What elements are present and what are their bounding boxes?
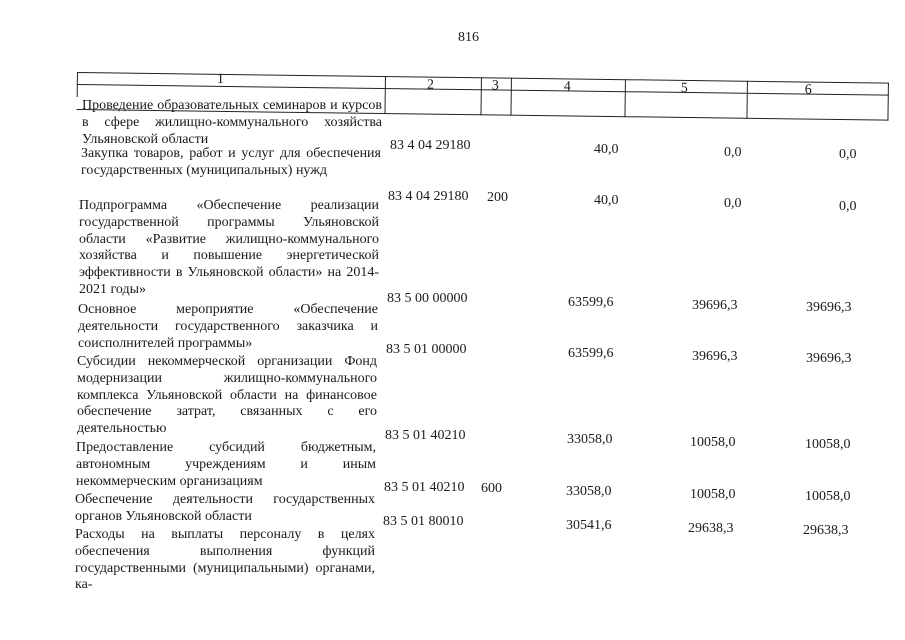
- row-code: 83 5 01 00000: [386, 342, 467, 357]
- row-col4: 63599,6: [568, 346, 614, 361]
- row-col5: 10058,0: [690, 435, 736, 450]
- row-col4: 30541,6: [566, 518, 612, 533]
- row-col4: 40,0: [594, 193, 619, 208]
- row-col5: 39696,3: [692, 298, 738, 313]
- row-code: 83 4 04 29180: [390, 138, 471, 153]
- row-col6: 39696,3: [806, 300, 852, 315]
- row-description: Обеспечение деятельности государственных органов Ульяновской области: [75, 492, 375, 524]
- row-col6: 29638,3: [803, 523, 849, 538]
- row-col6: 10058,0: [805, 437, 851, 452]
- row-code: 83 5 01 40210: [384, 480, 465, 495]
- row-code: 83 5 01 40210: [385, 428, 466, 443]
- row-code: 83 5 01 80010: [383, 514, 464, 529]
- row-description: Расходы на выплаты персоналу в целях обеспечения выполнения функций государственными (муниципальными) органами, ка-: [75, 527, 375, 593]
- header-col-6: 6: [804, 82, 812, 98]
- row-description: Проведение образовательных семинаров и курсов в сфере жилищно-коммунального хозяйства Ульяновской области: [82, 98, 382, 147]
- header-col-4: 4: [563, 79, 571, 95]
- row-col5: 0,0: [724, 196, 742, 211]
- row-col4: 33058,0: [567, 432, 613, 447]
- row-col6: 39696,3: [806, 351, 852, 366]
- row-col6: 0,0: [839, 147, 857, 162]
- page-number: 816: [458, 30, 479, 45]
- row-col4: 63599,6: [568, 295, 614, 310]
- header-col-3: 3: [491, 78, 499, 94]
- row-col6: 0,0: [839, 199, 857, 214]
- row-col5: 0,0: [724, 145, 742, 160]
- row-col4: 33058,0: [566, 484, 612, 499]
- row-col5: 39696,3: [692, 349, 738, 364]
- row-code: 83 4 04 29180: [388, 189, 469, 204]
- row-col5: 10058,0: [690, 487, 736, 502]
- row-description: Подпрограмма «Обеспечение реализации государственной программы Ульяновской области «Развитие жилищно-коммунального хозяйства и повышение энергетической эффективности в Ульяновской области» на 2014-2021 годы»: [79, 198, 379, 297]
- row-type: 600: [481, 481, 502, 496]
- row-code: 83 5 00 00000: [387, 291, 468, 306]
- row-description: Предоставление субсидий бюджетным, автономным учреждениям и иным некоммерческим организациям: [76, 440, 376, 489]
- row-col5: 29638,3: [688, 521, 734, 536]
- row-description: Основное мероприятие «Обеспечение деятельности государственного заказчика и соисполнителей программы»: [78, 302, 378, 351]
- row-type: 200: [487, 190, 508, 205]
- row-col4: 40,0: [594, 142, 619, 157]
- row-description: Субсидии некоммерческой организации Фонд модернизации жилищно-коммунального комплекса Ульяновской области на финансовое обеспечение затрат, связанных с его деятельностью: [77, 354, 377, 437]
- header-col-1: 1: [216, 71, 225, 87]
- header-col-2: 2: [426, 77, 434, 93]
- header-col-5: 5: [680, 80, 688, 96]
- row-col6: 10058,0: [805, 489, 851, 504]
- row-description: Закупка товаров, работ и услуг для обеспечения государственных (муниципальных) нужд: [81, 146, 381, 178]
